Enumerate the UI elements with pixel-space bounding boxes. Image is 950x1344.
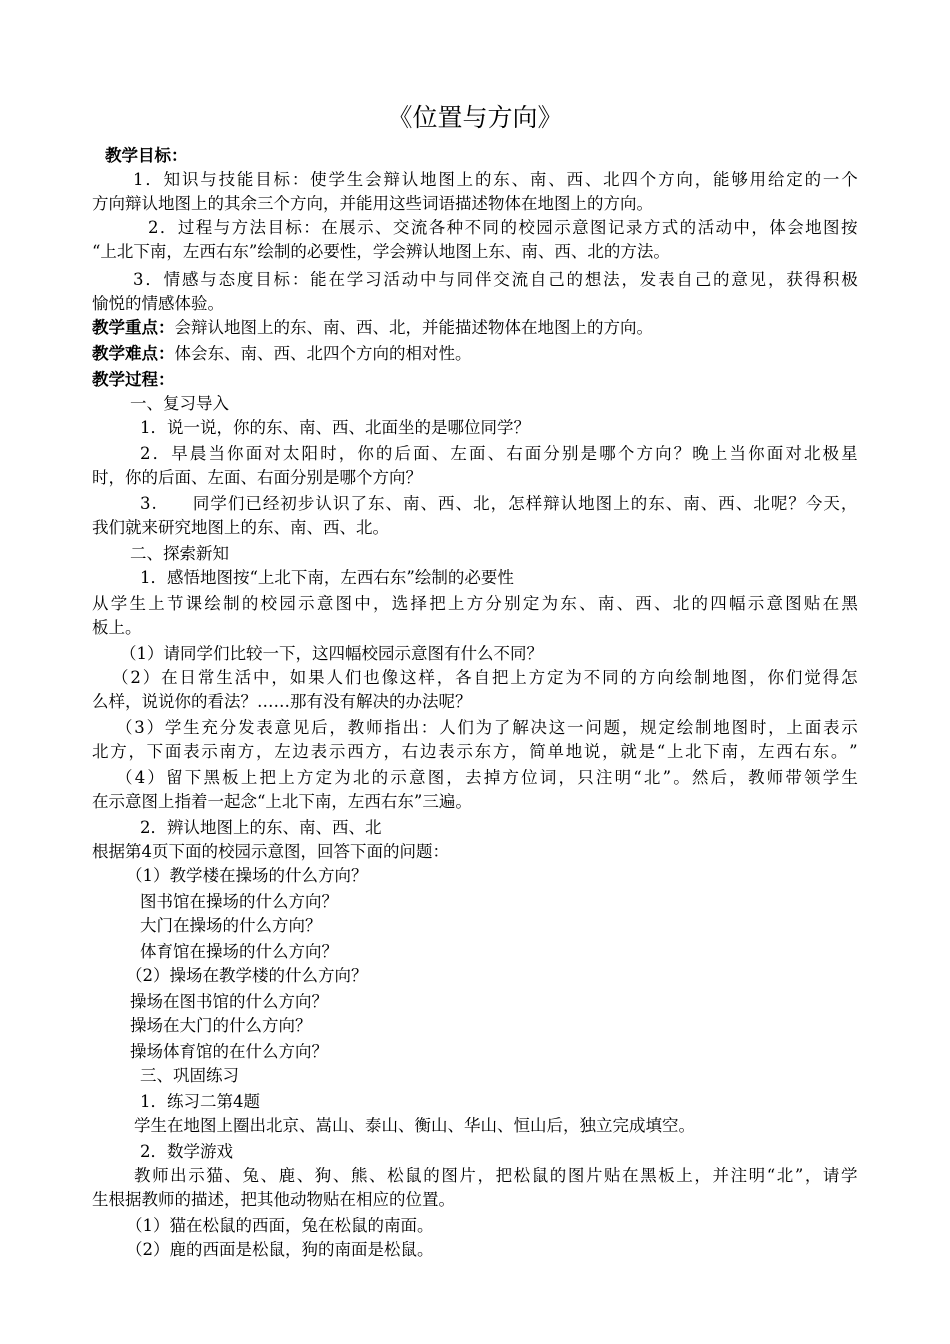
- section-1-q3-line-1: 3 . 同 学 们 已 经 初 步 认 识 了 东 、 南 、 西 、 北 ， 怎 样 辩 认 地 图 上 的 东 、 南 、 西 、 北 呢 ？ 今 天 ，: [140, 494, 858, 513]
- section-1-heading: 一、复习导入: [130, 394, 229, 413]
- difficulty-text: 体会东、南、西、北四个方向的相对性。: [174, 344, 472, 363]
- section-2-sub-2-text: 根据第4页下面的校园示意图，回答下面的问题：: [92, 842, 449, 861]
- question-1-a: （1）教学楼在操场的什么方向？: [126, 866, 368, 885]
- key-point: [92, 316, 653, 340]
- goal-2-line-1: 2 ． 过 程 与 方 法 目 标 ： 在 展 示 、 交 流 各 种 不 同 的 校 园 示 意 图 记 录 方 式 的 活 动 中 ， 体 会 地 图 按: [148, 218, 858, 237]
- section-2-p4-line-1: （ 4 ） 留 下 黑 板 上 把 上 方 定 为 北 的 示 意 图 ， 去 掉 方 位 词 ， 只 注 明 “ 北 ” 。 然 后 ， 教 师 带 领 学 生: [116, 768, 858, 787]
- section-2-p3-line-2: 北 方 ， 下 面 表 示 南 方 ， 左 边 表 示 西 方 ， 右 边 表 示 东 方 ， 简 单 地 说 ， 就 是 “ 上 北 下 南 ， 左 西 右 东 。 ”: [92, 742, 858, 761]
- section-3-heading: 三、巩固练习: [140, 1066, 239, 1085]
- question-2-b: 操场在图书馆的什么方向？: [130, 992, 328, 1011]
- section-3-sub-1: 1．练习二第4题: [140, 1092, 260, 1111]
- key-point-text: 会辩认地图上的东、南、西、北，并能描述物体在地图上的方向。: [174, 318, 653, 337]
- question-1-d: 体育馆在操场的什么方向？: [140, 942, 338, 961]
- section-3-sub-2-text-line-2: 生根据教师的描述，把其他动物贴在相应的位置。: [92, 1190, 455, 1209]
- goal-2-line-2: “上北下南，左西右东”绘制的必要性，学会辨认地图上东、南、西、北的方法。: [92, 242, 670, 261]
- section-1-q3-line-2: 我们就来研究地图上的东、南、西、北。: [92, 518, 389, 537]
- question-2-c: 操场在大门的什么方向？: [130, 1016, 312, 1035]
- section-3-sub-2: 2．数学游戏: [140, 1142, 233, 1161]
- goal-1-line-1: 1 ． 知 识 与 技 能 目 标 ： 使 学 生 会 辩 认 地 图 上 的 东 、 南 、 西 、 北 四 个 方 向 ， 能 够 用 给 定 的 一 个: [133, 170, 858, 189]
- section-2-heading: 二、探索新知: [130, 544, 229, 563]
- section-3-sub-2-text-line-1: 教 师 出 示 猫 、 兔 、 鹿 、 狗 、 熊 、 松 鼠 的 图 片 ， 把 松 鼠 的 图 片 贴 在 黑 板 上 ， 并 注 明 “ 北 ” ， 请 学: [134, 1166, 858, 1185]
- section-3-sub-1-text: 学生在地图上圈出北京、嵩山、泰山、衡山、华山、恒山后，独立完成填空。: [134, 1116, 695, 1135]
- section-2-p4-line-2: 在示意图上指着一起念“上北下南，左西右东”三遍。: [92, 792, 472, 811]
- question-2-a: （2）操场在教学楼的什么方向？: [126, 966, 368, 985]
- question-2-d: 操场体育馆的在什么方向？: [130, 1042, 328, 1061]
- key-point-label: 教学重点：: [92, 318, 175, 337]
- game-clue-1: （1）猫在松鼠的西面，兔在松鼠的南面。: [126, 1216, 434, 1235]
- difficulty-label: 教学难点：: [92, 344, 175, 363]
- section-2-sub-1-text-line-1: 从 学 生 上 节 课 绘 制 的 校 园 示 意 图 中 ， 选 择 把 上 方 分 别 定 为 东 、 南 、 西 、 北 的 四 幅 示 意 图 贴 在 黑: [92, 594, 858, 613]
- section-2-sub-1: 1．感悟地图按“上北下南，左西右东”绘制的必要性: [140, 568, 514, 587]
- goal-3-line-1: 3 ． 情 感 与 态 度 目 标 ： 能 在 学 习 活 动 中 与 同 伴 交 流 自 己 的 想 法 ， 发 表 自 己 的 意 见 ， 获 得 积 极: [133, 270, 858, 289]
- section-2-p2-line-2: 么样，说说你的看法？……那有没有解决的办法呢？: [92, 692, 472, 711]
- goal-1-line-2: 方向辩认地图上的其余三个方向，并能用这些词语描述物体在地图上的方向。: [92, 194, 653, 213]
- game-clue-2: （2）鹿的西面是松鼠，狗的南面是松鼠。: [126, 1240, 434, 1259]
- section-2-p3-line-1: （ 3 ） 学 生 充 分 发 表 意 见 后 ， 教 师 指 出 ： 人 们 为 了 解 决 这 一 问 题 ， 规 定 绘 制 地 图 时 ， 上 面 表 示: [116, 718, 858, 737]
- section-1-q2-line-1: 2 ． 早 晨 当 你 面 对 太 阳 时 ， 你 的 后 面 、 左 面 、 右 面 分 别 是 哪 个 方 向 ？ 晚 上 当 你 面 对 北 极 星: [140, 444, 858, 463]
- difficulty: [92, 342, 472, 366]
- section-1-q2-line-2: 时，你的后面、左面、右面分别是哪个方向？: [92, 468, 422, 487]
- section-2-p1: （1）请同学们比较一下，这四幅校园示意图有什么不同？: [120, 644, 543, 663]
- section-2-sub-1-text-line-2: 板上。: [92, 618, 142, 637]
- question-1-b: 图书馆在操场的什么方向？: [140, 892, 338, 911]
- page-title: 《位置与方向》: [387, 103, 563, 132]
- goals-heading: 教学目标：: [105, 146, 188, 165]
- section-2-sub-2: 2．辨认地图上的东、南、西、北: [140, 818, 382, 837]
- question-1-c: 大门在操场的什么方向？: [140, 916, 322, 935]
- section-1-q1: 1．说一说，你的东、南、西、北面坐的是哪位同学？: [140, 418, 530, 437]
- process-heading: 教学过程：: [92, 370, 175, 389]
- section-2-p2-line-1: （ 2 ） 在 日 常 生 活 中 ， 如 果 人 们 也 像 这 样 ， 各 自 把 上 方 定 为 不 同 的 方 向 绘 制 地 图 ， 你 们 觉 得 怎: [112, 668, 858, 687]
- goal-3-line-2: 愉悦的情感体验。: [92, 294, 224, 313]
